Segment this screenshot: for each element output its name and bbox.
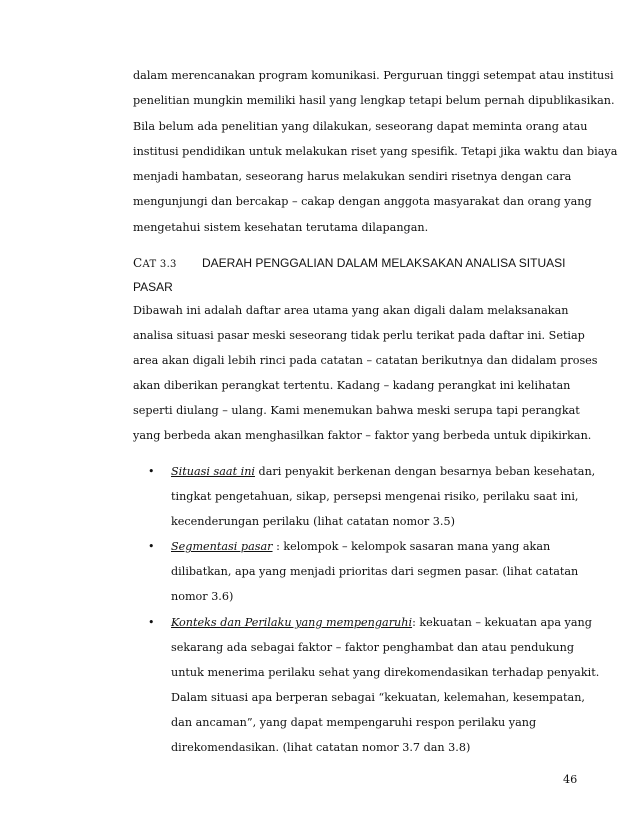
bullet-3-line: sekarang ada sebagai faktor – faktor penghambat dan atau pendukung — [171, 641, 574, 654]
bullet-1-line: kecenderungan perilaku (lihat catatan nomor 3.5) — [171, 515, 455, 528]
paragraph-1-line: penelitian mungkin memiliki hasil yang lengkap tetapi belum pernah dipublikasikan. — [133, 94, 615, 107]
paragraph-1-line: institusi pendidikan untuk melakukan riset yang spesifik. Tetapi jika waktu dan biaya — [133, 145, 618, 158]
section-title: DAERAH PENGGALIAN DALAM MELAKSAKAN ANALISA SITUASI — [202, 256, 566, 270]
bullet-term: Konteks dan Perilaku yang mempengaruhi — [171, 616, 413, 629]
bullet-3-line: untuk menerima perilaku sehat yang direkomendasikan terhadap penyakit. — [171, 666, 600, 679]
bullet-3-line: Dalam situasi apa berperan sebagai “kekuatan, kelemahan, kesempatan, — [171, 691, 585, 704]
section-number: CAT 3.3 — [133, 256, 177, 270]
section-heading — [133, 256, 603, 272]
paragraph-2-line: analisa situasi pasar meski seseorang tidak perlu terikat pada daftar ini. Setiap — [133, 329, 585, 342]
paragraph-1-line: Bila belum ada penelitian yang dilakukan, seseorang dapat meminta orang atau — [133, 120, 588, 133]
bullet-3-line: direkomendasikan. (lihat catatan nomor 3.7 dan 3.8) — [171, 741, 471, 754]
page-number: 46 — [563, 773, 578, 786]
paragraph-2-line: seperti diulang – ulang. Kami menemukan bahwa meski serupa tapi perangkat — [133, 404, 580, 417]
bullet-2-line: Segmentasi pasar : kelompok – kelompok sasaran mana yang akan — [171, 540, 551, 553]
bullet-term: Situasi saat ini — [171, 465, 255, 478]
bullet-1-line: Situasi saat ini dari penyakit berkenan dengan besarnya beban kesehatan, — [171, 465, 596, 478]
paragraph-1-line: mengunjungi dan bercakap – cakap dengan anggota masyarakat dan orang yang — [133, 195, 592, 208]
paragraph-2-line: akan diberikan perangkat tertentu. Kadang – kadang perangkat ini kelihatan — [133, 379, 571, 392]
bullet-2-line: nomor 3.6) — [171, 590, 234, 603]
section-title-continued: PASAR — [133, 280, 173, 294]
paragraph-1-line: dalam merencanakan program komunikasi. Perguruan tinggi setempat atau institusi — [133, 69, 614, 82]
paragraph-2-line: yang berbeda akan menghasilkan faktor – faktor yang berbeda untuk dipikirkan. — [133, 429, 592, 442]
bullet-3-line: dan ancaman”, yang dapat mempengaruhi respon perilaku yang — [171, 716, 537, 729]
paragraph-2-line: Dibawah ini adalah daftar area utama yang akan digali dalam melaksanakan — [133, 304, 569, 317]
paragraph-1-line: menjadi hambatan, seseorang harus melakukan sendiri risetnya dengan cara — [133, 170, 572, 183]
bullet-icon: • — [148, 465, 155, 478]
bullet-1-line: tingkat pengetahuan, sikap, persepsi mengenai risiko, perilaku saat ini, — [171, 490, 579, 503]
bullet-icon: • — [148, 616, 155, 629]
paragraph-2-line: area akan digali lebih rinci pada catatan – catatan berikutnya dan didalam proses — [133, 354, 598, 367]
bullet-3-line: Konteks dan Perilaku yang mempengaruhi: kekuatan – kekuatan apa yang — [171, 616, 592, 629]
paragraph-1-line: mengetahui sistem kesehatan terutama dilapangan. — [133, 221, 429, 234]
bullet-icon: • — [148, 540, 155, 553]
bullet-term: Segmentasi pasar — [171, 540, 273, 553]
bullet-2-line: dilibatkan, apa yang menjadi prioritas dari segmen pasar. (lihat catatan — [171, 565, 579, 578]
